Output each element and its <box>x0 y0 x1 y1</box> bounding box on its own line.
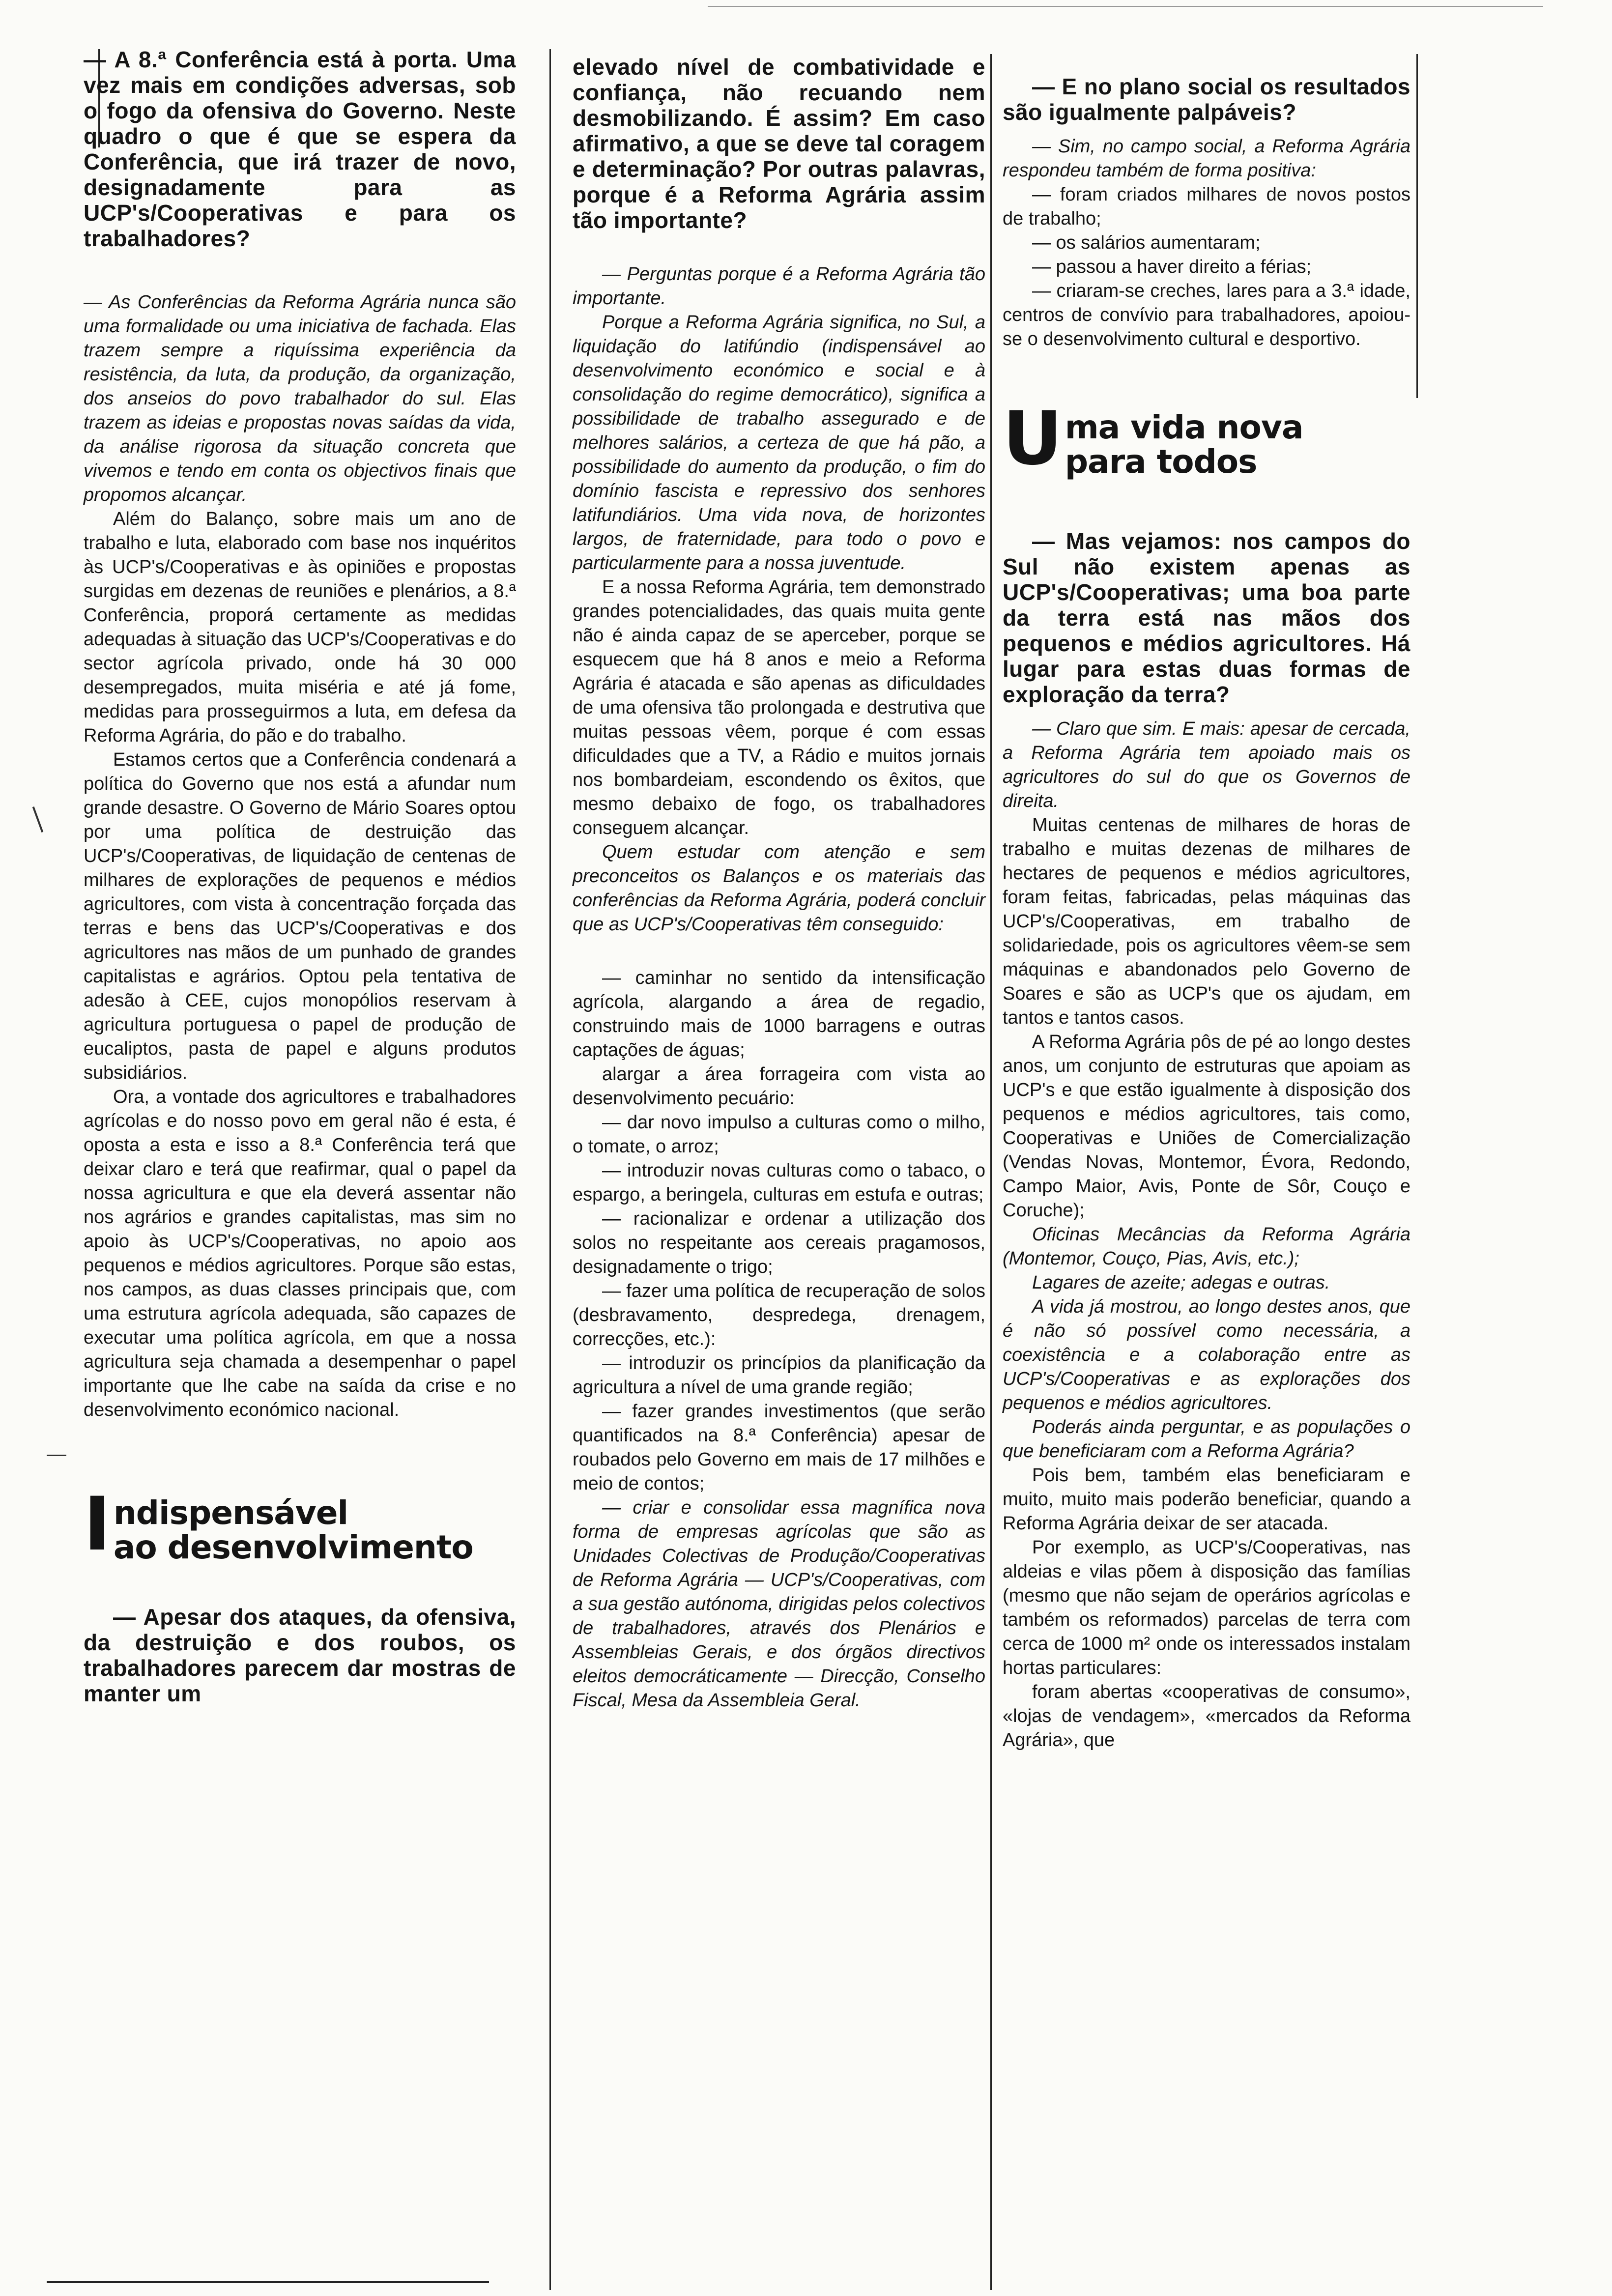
list-item-creches: — criaram-se creches, lares para a 3.ª idade, centros de convívio para trabalhadores, apoiou-se o desenvolvimento cultural e desportivo. <box>1003 281 1410 349</box>
section-heading-vida-nova <box>1003 396 1410 482</box>
question-4: — Mas vejamos: nos campos do Sul não existem apenas as UCP's/Cooperativas; uma boa parte da terra está nas mãos dos pequenos e médios agricultores. Há lugar para estas duas formas de exploração da terra? <box>1003 528 1410 707</box>
paragraph-oficinas: Oficinas Mecâncias da Reforma Agrária (Montemor, Couço, Pias, Avis, etc.); <box>1003 1224 1410 1269</box>
paragraph-exemplo: Por exemplo, as UCP's/Cooperativas, nas aldeias e vilas põem à disposição das famílias (mesmo que não sejam de operários agrícolas e também os reformados) parcelas de terra com cerca de 1000 m² onde os interessados instalam hortas particulares: <box>1003 1537 1410 1678</box>
paragraph-coexistencia: A vida já mostrou, ao longo destes anos, que é não só possível como necessária, a coexistência e a colaboração entre as UCP's/Cooperativas e as explorações dos pequenos e médios agricultores. <box>1003 1296 1410 1413</box>
answer-2-significa: Porque a Reforma Agrária significa, no Sul, a liquidação do latifúndio (indispensável ao desenvolvimento económico e social e à consolidação do regime democrático), significa a possibilidade de trabalho assegurado e de melhores salários, a certeza de que há pão, a possibilidade do aumento da produção, o fim do domínio fascista e repressivo dos senhores latifundiários. Uma vida nova, de horizontes largos, de fraternidade, para todo o povo e particularmente para a nossa juventude. <box>573 312 985 574</box>
list-item-culturas: — dar novo impulso a culturas como o milho, o tomate, o arroz; <box>573 1112 985 1157</box>
column-rule-middle <box>549 49 551 2290</box>
heading-drop-cap: U <box>1003 396 1062 482</box>
section-heading-indispensavel <box>84 1482 516 1567</box>
list-item-planificacao: — introduzir os princípios da planificação da agricultura a nível de uma grande região; <box>573 1353 985 1398</box>
question-1: — A 8.ª Conferência está à porta. Uma vez mais em condições adversas, sob o fogo da ofensiva do Governo. Neste quadro o que é que se espera da Conferência, que irá trazer de novo, designadamente para as UCP's/Cooperativas e para os trabalhadores? <box>84 47 516 251</box>
question-2: — Apesar dos ataques, da ofensiva, da destruição e dos roubos, os trabalhadores parecem dar mostras de manter um <box>84 1604 516 1706</box>
answer-2-potencialidades: E a nossa Reforma Agrária, tem demonstrado grandes potencialidades, das quais muita gente não é ainda capaz de se aperceber, porque se esquecem que há 8 anos e meio a Reforma Agrária é atacada e são apenas as dificuldades de uma ofensiva tão prolongada e destrutiva que muitas pessoas vêem, porque é com essas dificuldades que a TV, a Rádio e muitos jornais nos bombardeiam, escondendo os êxitos, que mesmo debaixo de fogo, os trabalhadores conseguem alcançar. <box>573 577 985 838</box>
top-rule <box>708 6 1543 7</box>
heading-line-1: ndispensável <box>113 1494 348 1532</box>
answer-2-intro: — Perguntas porque é a Reforma Agrária tão importante. <box>573 264 985 309</box>
list-item-postos: — foram criados milhares de novos postos de trabalho; <box>1003 184 1410 229</box>
heading-line-2: ao desenvolvimento <box>113 1528 473 1566</box>
heading-line-2: para todos <box>1065 443 1257 481</box>
list-item-intensificacao: — caminhar no sentido da intensificação agrícola, alargando a área de regadio, construindo mais de 1000 barragens e outras captações de águas; <box>573 968 985 1061</box>
list-item-recuperacao: — fazer uma política de recuperação de solos (desbravamento, despredega, drenagem, correcções, etc.): <box>573 1281 985 1349</box>
heading-line-1: ma vida nova <box>1065 408 1303 446</box>
list-item-ucp: — criar e consolidar essa magnífica nova forma de empresas agrícolas que são as Unidades Colectivas de Produção/Cooperativas de Reforma Agrária — UCP's/Cooperativas, com a sua gestão autónoma, dirigidas pelos colectivos de trabalhadores, através dos Plenários e Assembleias Gerais, e dos órgãos directivos eleitos democráticamente — Direcção, Conselho Fiscal, Mesa da Assembleia Geral. <box>573 1497 985 1711</box>
list-item-ferias: — passou a haver direito a férias; <box>1032 257 1312 277</box>
answer-2-balancos: Quem estudar com atenção e sem preconceitos os Balanços e os materiais das conferências da Reforma Agrária, poderá concluir que as UCP's/Cooperativas têm conseguido: <box>573 842 985 935</box>
paragraph-governo: Estamos certos que a Conferência condenará a política do Governo que nos está a afundar num grande desastre. O Governo de Mário Soares optou por uma política de destruição das UCP's/Cooperativas, de liquidação de centenas de milhares de explorações de pequenos e médios agricultores, com vista à concentração forçada das terras e bens das UCP's/Cooperativas e dos agricultores nas mãos de um punhado de grandes capitalistas e agrários. Optou pela tentativa de adesão à CEE, cujos monopólios reservam à agricultura portuguesa o papel de produção de eucaliptos, pasta de papel e alguns produtos subsidiários. <box>84 749 516 1083</box>
column-3 <box>1003 74 1410 1752</box>
list-item-novas-culturas: — introduzir novas culturas como o tabaco, o espargo, a beringela, culturas em estufa e outras; <box>573 1160 985 1205</box>
paragraph-beneficiaram: Pois bem, também elas beneficiaram e muito, muito mais poderão beneficiar, quando a Reforma Agrária deixar de ser atacada. <box>1003 1465 1410 1534</box>
answer-3-intro: — Sim, no campo social, a Reforma Agrária respondeu também de forma positiva: <box>1003 136 1410 181</box>
column-2 <box>573 54 985 1713</box>
paragraph-lagares: Lagares de azeite; adegas e outras. <box>1032 1272 1330 1293</box>
list-item-forrageira: alargar a área forrageira com vista ao desenvolvimento pecuário: <box>573 1064 985 1109</box>
paragraph-balanco: Além do Balanço, sobre mais um ano de trabalho e luta, elaborado com base nos inquéritos às UCP's/Cooperativas e às opiniões e propostas surgidas em dezenas de reuniões e plenários, a 8.ª Conferência, proporá certamente as medidas adequadas à situação das UCP's/Cooperativas e do sector agrícola privado, onde há 30 000 desempregados, muita miséria e até já fome, medidas para prosseguirmos a luta, em defesa da Reforma Agrária, do pão e do trabalho. <box>84 509 516 746</box>
list-item-salarios: — os salários aumentaram; <box>1032 232 1261 253</box>
column-rule-right-outer <box>1416 54 1418 398</box>
question-2-continued: elevado nível de combatividade e confiança, não recuando nem desmobilizando. É assim? Em caso afirmativo, a que se deve tal coragem e determinação? Por outras palavras, porque é a Reforma Agrária assim tão importante? <box>573 54 985 233</box>
answer-1: — As Conferências da Reforma Agrária nunca são uma formalidade ou uma iniciativa de fachada. Elas trazem sempre a riquíssima experiência da resistência, da luta, da produção, da organização, dos anseios do povo trabalhador do sul. Elas trazem as ideias e propostas novas saídas da vida, da análise rigorosa da situação concreta que vivemos e tendo em conta os objectivos finais que propomos alcançar. <box>84 292 516 505</box>
question-3: — E no plano social os resultados são igualmente palpáveis? <box>1003 74 1410 125</box>
heading-drop-cap: I <box>84 1482 111 1567</box>
margin-mark <box>47 1455 66 1456</box>
list-item-solos: — racionalizar e ordenar a utilização dos solos no respeitante aos cereais pragamosos, designadamente o trigo; <box>573 1208 985 1277</box>
list-item-investimentos: — fazer grandes investimentos (que serão quantificados na 8.ª Conferência) apesar de roubados pelo Governo em mais de 17 milhões e meio de contos; <box>573 1401 985 1494</box>
bottom-rule <box>47 2281 489 2283</box>
margin-bracket <box>32 806 44 832</box>
paragraph-populacoes: Poderás ainda perguntar, e as populações o que beneficiaram com a Reforma Agrária? <box>1003 1417 1410 1462</box>
paragraph-vontade: Ora, a vontade dos agricultores e trabalhadores agrícolas e do nosso povo em geral não é esta, é oposta a esta e isso a 8.ª Conferência terá que deixar claro e terá que reafirmar, qual o papel da nossa agricultura e que ela deverá assentar não nos agrários e grandes capitalistas, mas sim no apoio às UCP's/Cooperativas, no apoio aos pequenos e médios agricultores. Porque são estas, nos campos, as duas classes principais que, com uma estrutura agrícola adequada, são capazes de executar uma política agrícola, em que a nossa agricultura seja chamada a desempenhar o papel importante que lhe cabe na saída da crise e no desenvolvimento económico nacional. <box>84 1087 516 1420</box>
column-1 <box>84 47 516 1716</box>
column-rule-right <box>990 54 992 2290</box>
paragraph-consumo: foram abertas «cooperativas de consumo», «lojas de vendagem», «mercados da Reforma Agrária», que <box>1003 1682 1410 1751</box>
paragraph-centenas: Muitas centenas de milhares de horas de trabalho e muitas dezenas de milhares de hectares de pequenos e médios agricultores, foram feitas, fabricadas, pelas máquinas das UCP's/Cooperativas, em trabalho de solidariedade, pois os agricultores vêem-se sem máquinas e abandonados pelo Governo de Soares e são as UCP's que os ajudam, em tantos e tantos casos. <box>1003 815 1410 1028</box>
paragraph-estruturas: A Reforma Agrária pôs de pé ao longo destes anos, um conjunto de estruturas que apoiam as UCP's e que estão igualmente à disposição dos pequenos e médios agricultores, tais como, Cooperativas e Uniões de Comercialização (Vendas Novas, Montemor, Évora, Redondo, Campo Maior, Avis, Ponte de Sôr, Couço e Coruche); <box>1003 1032 1410 1221</box>
answer-4-intro: — Claro que sim. E mais: apesar de cercada, a Reforma Agrária tem apoiado mais os agricultores do sul do que os Governos de direita. <box>1003 718 1410 811</box>
